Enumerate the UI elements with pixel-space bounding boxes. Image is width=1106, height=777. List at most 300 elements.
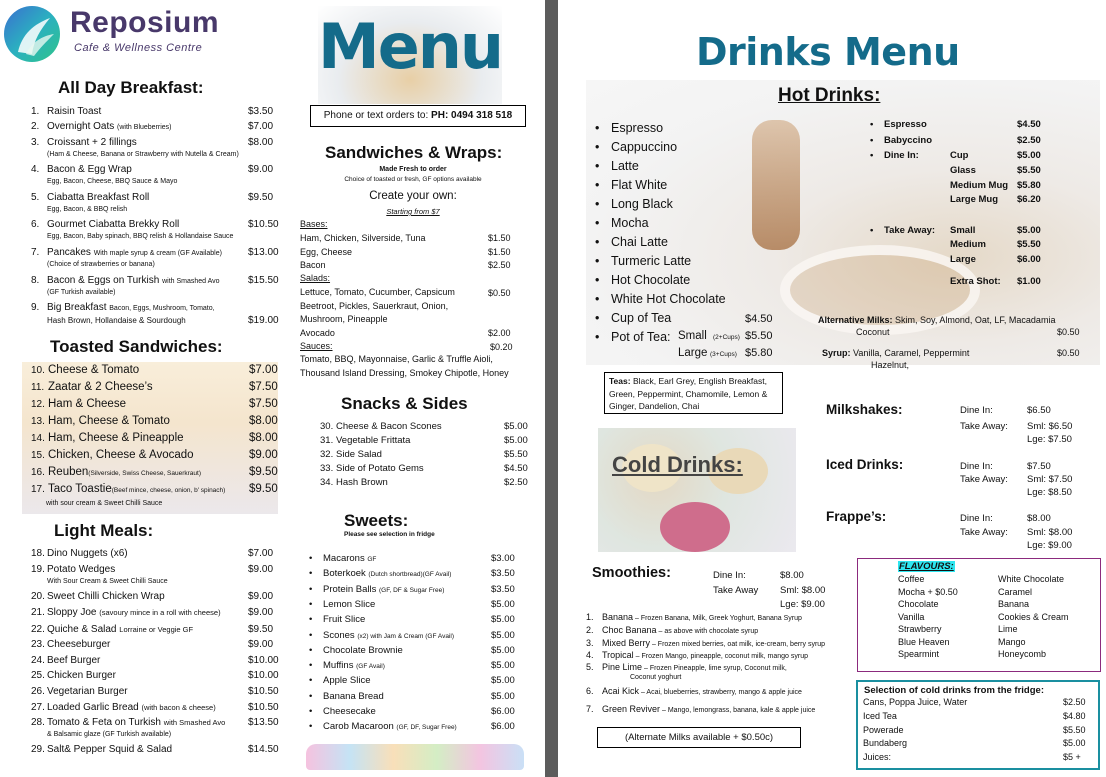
large-price: $6.00 — [1017, 254, 1041, 265]
item-number: 28. — [31, 717, 45, 728]
light-meal-price: $13.50 — [248, 717, 279, 728]
breakfast-price: $8.00 — [248, 137, 274, 148]
smoothies-take-away: Take Away — [713, 585, 759, 596]
light-meal-item — [31, 639, 110, 650]
base-price: $1.50 — [488, 246, 511, 257]
item-name: Quiche & Salad — [47, 624, 117, 635]
item-number: 7. — [586, 704, 594, 714]
babyccino-bullet: • — [870, 135, 874, 146]
sweet-price: $5.00 — [491, 614, 515, 626]
item-note: (GF Avail) — [356, 663, 385, 671]
item-number: 1. — [586, 612, 594, 622]
sweet-item — [323, 660, 385, 671]
flavours-title: FLAVOURS: — [899, 561, 954, 572]
berry-bowl-icon — [660, 502, 730, 552]
hot-drink-item: • Chai Latte — [611, 235, 668, 249]
item-desc: – Frozen mixed berries, oat milk, ice-cream, berry syrup — [650, 641, 826, 648]
hot-drink-item: • Cup of Tea — [611, 311, 671, 325]
alt-milks-line — [818, 315, 1055, 325]
all-day-breakfast-title: All Day Breakfast: — [58, 78, 204, 97]
item-number: 3. — [31, 137, 40, 148]
item-number: 2. — [586, 625, 594, 635]
item-name: Protein Balls — [323, 583, 377, 595]
breakfast-price: $13.00 — [248, 247, 279, 258]
medium-label: Medium — [950, 239, 986, 250]
snack-item — [320, 421, 442, 432]
fridge-item: Bundaberg — [863, 738, 908, 749]
item-sub: Egg, Bacon, & BBQ relish — [47, 206, 128, 213]
base-item: Egg, Cheese — [300, 246, 353, 257]
flavour-item: Mocha + $0.50 — [898, 586, 958, 597]
breakfast-price: $9.50 — [248, 192, 274, 203]
hot-drink-item: • Hot Chocolate — [611, 273, 690, 287]
extra-shot-price: $1.00 — [1017, 276, 1041, 287]
hot-drink-item: • White Hot Chocolate — [611, 292, 726, 306]
alt-milks-label: Alternative Milks: — [818, 315, 893, 325]
light-meal-item — [31, 670, 116, 681]
base-price: $1.50 — [488, 233, 511, 243]
item-name: Loaded Garlic Bread — [47, 702, 139, 713]
item-sub: Egg, Bacon, Baby spinach, BBQ relish & Hollandaise Sauce — [47, 233, 234, 240]
syrup-list: Vanilla, Caramel, Peppermint — [853, 348, 970, 358]
item-number: 24. — [31, 655, 45, 666]
flavour-item: Mango — [998, 636, 1026, 647]
breakfast-item — [31, 302, 215, 313]
sweet-item — [323, 568, 451, 579]
toasted-price: $8.00 — [249, 415, 278, 427]
item-name: Potato Wedges — [47, 564, 116, 575]
iced-sml-label: Sml: — [1027, 474, 1046, 485]
sweet-price: $5.00 — [491, 644, 515, 656]
toasted-item — [31, 398, 126, 410]
item-sub: Egg, Bacon, Cheese, BBQ Sauce & Mayo — [47, 178, 178, 185]
teas-list: Black, Earl Grey, English Breakfast, Green, Peppermint, Chamomile, Lemon & Ginger, Dandelion, Chai — [609, 376, 768, 411]
syrup-price: $0.50 — [1057, 348, 1080, 358]
cup-label: Cup — [950, 150, 969, 161]
pot-small-label: Small — [678, 330, 707, 342]
sweet-price: $3.50 — [491, 568, 515, 580]
sweet-item — [323, 675, 371, 686]
iced-lge-label: Lge: — [1027, 487, 1046, 498]
sandwiches-wraps-title: Sandwiches & Wraps: — [325, 143, 503, 162]
smoothie-item — [586, 612, 802, 622]
iced-dine-in-price: $7.50 — [1027, 461, 1051, 472]
sweet-item — [323, 584, 444, 595]
menu-title: Menu — [318, 10, 503, 83]
item-name: Pine Lime — [602, 662, 643, 672]
toasted-price: $7.50 — [249, 381, 278, 393]
snack-price: $5.00 — [504, 435, 528, 446]
item-note: (GF, DF, Sugar Free) — [396, 724, 457, 732]
medium-mug-label: Medium Mug — [950, 180, 1009, 191]
smoothies-title: Smoothies: — [592, 565, 671, 581]
flavour-item: Banana — [998, 599, 1030, 609]
breakfast-item — [31, 275, 220, 286]
cupcakes-decoration — [306, 744, 524, 770]
large-label: Large — [950, 254, 976, 265]
flavour-item: White Chocolate — [998, 574, 1065, 584]
sweets-title: Sweets: — [344, 511, 409, 530]
toasted-price: $8.00 — [249, 432, 278, 444]
pot-large-note: (3+Cups) — [710, 351, 737, 358]
alt-milks-coconut: Coconut — [856, 327, 890, 337]
item-sub: With Sour Cream & Sweet Chilli Sauce — [47, 578, 168, 585]
item-number: 5. — [31, 192, 40, 203]
sauce-line: Thousand Island Dressing, Smokey Chipotle, Honey — [300, 367, 509, 378]
salad-line: Mushroom, Pineapple — [300, 314, 388, 324]
iced-lge-price: $8.50 — [1048, 487, 1072, 498]
salad-line: Beetroot, Pickles, Sauerkraut, Onion, — [300, 300, 449, 311]
frappe-lge — [1027, 540, 1072, 551]
small-price: $5.00 — [1017, 225, 1041, 236]
hot-drink-item: • Mocha — [611, 216, 649, 230]
item-name: Banana Bread — [323, 690, 384, 702]
smoothies-lge-label: Lge: — [780, 599, 799, 610]
toasted-item — [31, 381, 153, 393]
drinks-menu-title: Drinks Menu — [696, 30, 960, 74]
item-note: with Smashed Avo — [163, 718, 226, 727]
alternate-milks-box: (Alternate Milks available + $0.50c) — [597, 727, 801, 748]
sweet-item — [323, 691, 384, 702]
item-number: 12. — [31, 399, 45, 410]
item-number: 18. — [31, 548, 45, 559]
base-item: Ham, Chicken, Silverside, Tuna — [300, 233, 426, 243]
item-name: Ham, Cheese & Pineapple — [48, 432, 184, 444]
sweet-item — [323, 553, 376, 564]
pine-lime-cont: Coconut yoghurt — [630, 674, 682, 681]
item-name: Muffins — [323, 660, 354, 672]
item-name: Mixed Berry — [602, 638, 651, 648]
milkshakes-lge-label: Lge: — [1027, 434, 1046, 445]
sweet-price: $3.50 — [491, 583, 515, 595]
breakfast-price: $3.50 — [248, 106, 274, 117]
item-name: Reuben — [48, 466, 89, 478]
fridge-price: $5.50 — [1063, 724, 1086, 735]
milkshakes-sml-label: Sml: — [1027, 421, 1046, 432]
smoothie-item — [586, 686, 802, 696]
flavour-item: Coffee — [898, 574, 925, 584]
item-sub: (GF Turkish available) — [47, 289, 116, 296]
smoothie-item — [586, 650, 808, 660]
frappe-title: Frappe’s: — [826, 509, 887, 524]
item-name: Cheeseburger — [47, 639, 111, 650]
light-meal-item — [31, 624, 193, 635]
item-sub: (Ham & Cheese, Banana or Strawberry with Nutella & Cream) — [47, 151, 239, 158]
item-name: Boterkoek — [323, 568, 366, 580]
large-mug-price: $6.20 — [1017, 194, 1041, 205]
teas-box — [604, 372, 783, 414]
item-note: Lorraine or Veggie GF — [119, 625, 194, 634]
flavour-item: Caramel — [998, 586, 1033, 597]
iced-dine-in: Dine In: — [960, 461, 993, 472]
item-number: 33. — [320, 463, 334, 474]
frappe-dine-in-price: $8.00 — [1027, 513, 1051, 524]
smoothies-sml-price: $8.00 — [801, 585, 826, 596]
item-number: 3. — [586, 638, 594, 648]
glass-price: $5.50 — [1017, 165, 1041, 176]
toasted-item — [31, 449, 194, 461]
frappe-take-away: Take Away: — [960, 527, 1008, 538]
fridge-item: Powerade — [863, 724, 904, 735]
light-meal-item — [31, 702, 216, 713]
sweet-price: $5.00 — [491, 690, 515, 702]
phone-order-box — [310, 105, 526, 127]
item-name: Green Reviver — [602, 704, 661, 714]
flavour-item: Cookies & Cream — [998, 611, 1069, 622]
fridge-price: $4.80 — [1063, 710, 1086, 721]
syrup-hazelnut: Hazelnut, — [871, 360, 910, 370]
alt-milks-price: $0.50 — [1057, 327, 1080, 337]
iced-sml — [1027, 474, 1072, 485]
frappe-sml-price: $8.00 — [1048, 527, 1073, 538]
menu-banner — [318, 6, 502, 104]
pot-small-price: $5.50 — [745, 330, 773, 342]
sweet-item — [323, 706, 376, 717]
light-meal-price: $9.00 — [248, 591, 274, 602]
sweet-price: $5.00 — [491, 629, 515, 641]
sweet-item — [323, 599, 375, 610]
light-meal-price: $9.00 — [248, 639, 274, 650]
take-away-label: Take Away: — [884, 225, 936, 236]
light-meal-price: $10.50 — [248, 702, 279, 713]
flavour-item: Blue Heaven — [898, 636, 950, 647]
flavour-item: Lime — [998, 624, 1018, 634]
cup-price: $5.00 — [1017, 150, 1041, 161]
reposium-logo-icon — [4, 6, 60, 62]
babyccino-price: $2.50 — [1017, 135, 1041, 146]
item-number: 22. — [31, 624, 45, 635]
light-meal-item — [31, 564, 115, 575]
pot-large-price: $5.80 — [745, 347, 773, 359]
item-sub: & Balsamic glaze (GF Turkish available) — [47, 731, 172, 738]
item-number: 1. — [31, 106, 40, 117]
avocado-price: $2.00 — [488, 328, 511, 338]
item-number: 25. — [31, 670, 45, 681]
sauces-price: $0.20 — [490, 342, 513, 352]
frappe-lge-price: $9.00 — [1048, 540, 1072, 551]
smoothies-sml-label: Sml: — [780, 585, 799, 596]
iced-sml-price: $7.50 — [1048, 474, 1073, 485]
item-number: 4. — [31, 164, 40, 175]
breakfast-item — [31, 219, 179, 230]
item-number: 30. — [320, 421, 334, 432]
item-name: Cheese & Tomato — [48, 364, 140, 376]
flavour-item: Honeycomb — [998, 649, 1047, 659]
item-number: 31. — [320, 435, 334, 446]
breakfast-item — [31, 164, 132, 175]
item-name: Pancakes — [47, 247, 91, 258]
item-number: 27. — [31, 702, 45, 713]
sweets-note: Please see selection in fridge — [344, 531, 435, 538]
fridge-item: Juices: — [863, 752, 892, 763]
smoothies-lge-price: $9.00 — [801, 599, 825, 610]
taco-toastie-sub: with sour cream & Sweet Chilli Sauce — [46, 500, 163, 507]
item-number: 29. — [31, 744, 45, 755]
milkshakes-lge-price: $7.50 — [1048, 434, 1072, 445]
light-meal-price: $7.00 — [248, 548, 274, 559]
item-note: (Beef mince, cheese, onion, b' spinach) — [111, 487, 226, 494]
breakfast-price: $19.00 — [248, 315, 279, 326]
brand-name: Reposium — [70, 6, 220, 39]
light-meal-item — [31, 607, 221, 618]
light-meal-item — [31, 744, 172, 755]
item-name: Sloppy Joe — [47, 607, 97, 618]
item-name: Vegetable Frittata — [336, 435, 411, 446]
item-desc: – as above with chocolate syrup — [656, 628, 759, 635]
fridge-title: Selection of cold drinks from the fridge: — [864, 685, 1044, 696]
item-number: 13. — [31, 416, 45, 427]
milkshakes-sml — [1027, 421, 1072, 432]
toasted-sandwiches-title: Toasted Sandwiches: — [50, 337, 223, 356]
item-name: Dino Nuggets (x6) — [47, 548, 128, 559]
smoothies-dine-in: Dine In: — [713, 570, 746, 581]
milkshakes-dine-in: Dine In: — [960, 405, 993, 416]
toasted-price: $7.50 — [249, 398, 278, 410]
sweet-price: $5.00 — [491, 675, 515, 687]
item-number: 4. — [586, 650, 594, 660]
item-name: Cheesecake — [323, 706, 376, 717]
snack-item — [320, 477, 388, 488]
hot-drink-item: • Turmeric Latte — [611, 254, 691, 268]
espresso-price-bullet: • — [870, 119, 874, 130]
fridge-price: $2.50 — [1063, 697, 1086, 707]
toasted-item — [31, 364, 139, 376]
extra-shot-label: Extra Shot: — [950, 276, 1001, 287]
pot-large-label: Large — [678, 347, 708, 359]
smoothie-item — [586, 638, 825, 648]
item-number: 32. — [320, 449, 334, 460]
item-note: (Silverside, Swiss Cheese, Sauerkraut) — [88, 470, 202, 477]
item-number: 20. — [31, 591, 45, 602]
breakfast-price: $10.50 — [248, 219, 279, 230]
base-item: Bacon — [300, 260, 326, 270]
light-meal-price: $10.00 — [248, 655, 279, 666]
light-meal-item — [31, 655, 100, 666]
item-number: 34. — [320, 477, 334, 488]
flavour-item: Chocolate — [898, 599, 939, 609]
item-name: Salt& Pepper Squid & Salad — [47, 744, 173, 755]
light-meal-item — [31, 717, 225, 728]
item-name: Vegetarian Burger — [47, 686, 128, 697]
sweet-price: $5.00 — [491, 598, 515, 610]
item-name: Acai Kick — [602, 686, 640, 696]
smoothie-item — [586, 662, 787, 672]
sweet-price: $5.00 — [491, 660, 515, 672]
item-name: Ham, Cheese & Tomato — [48, 415, 170, 427]
light-meal-item — [31, 548, 128, 559]
item-number: 23. — [31, 639, 45, 650]
iced-lge — [1027, 487, 1072, 498]
item-number: 6. — [586, 686, 594, 696]
item-desc: – Frozen Mango, pineapple, coconut milk, mango syrup — [633, 653, 809, 660]
item-note: GF — [367, 556, 377, 563]
item-note: With maple syrup & cream (GF Available) — [93, 250, 222, 257]
item-name: Banana — [602, 612, 634, 622]
toasted-price: $7.00 — [249, 364, 278, 376]
sweet-price: $3.00 — [491, 553, 515, 564]
sauces-label: Sauces: — [300, 341, 333, 351]
brand-tagline: Cafe & Wellness Centre — [74, 42, 203, 54]
item-name: Carob Macaroon — [323, 721, 394, 733]
smoothies-lge — [780, 599, 825, 610]
item-name: Apple Slice — [323, 675, 371, 687]
smoothie-item — [586, 625, 758, 635]
hot-drink-item: • Espresso — [611, 121, 663, 135]
hot-drink-item: • Flat White — [611, 178, 667, 192]
item-name: Cheese & Bacon Scones — [336, 421, 442, 432]
sauce-line: Tomato, BBQ, Mayonnaise, Garlic & Truffle Aioli, — [300, 354, 493, 364]
smoothies-dine-in-price: $8.00 — [780, 570, 804, 581]
item-number: 19. — [31, 564, 45, 575]
item-desc: – Frozen Banana, Milk, Greek Yoghurt, Banana Syrup — [633, 615, 802, 622]
milkshakes-sml-price: $6.50 — [1048, 421, 1073, 432]
snack-item — [320, 435, 410, 446]
flavour-item: Vanilla — [898, 611, 925, 622]
item-desc: – Frozen Pineapple, lime syrup, Coconut milk, — [642, 665, 787, 672]
hot-drink-item: • Latte — [611, 159, 639, 173]
frappe-sml-label: Sml: — [1027, 527, 1046, 538]
item-name: Tropical — [602, 650, 634, 660]
milkshakes-dine-in-price: $6.50 — [1027, 405, 1051, 416]
phone-number: PH: 0494 318 518 — [431, 110, 513, 121]
item-name: Choc Banana — [602, 625, 657, 635]
item-name: Sweet Chilli Chicken Wrap — [47, 591, 165, 602]
milkshakes-take-away: Take Away: — [960, 421, 1008, 432]
cold-drinks-image — [598, 428, 796, 552]
medium-price: $5.50 — [1017, 239, 1041, 250]
flavour-item: Strawberry — [898, 624, 942, 634]
item-name: Ciabatta Breakfast Roll — [47, 192, 150, 203]
item-number: 26. — [31, 686, 45, 697]
snack-price: $4.50 — [504, 463, 528, 474]
milkshakes-lge — [1027, 434, 1072, 445]
item-name: Ham & Cheese — [48, 398, 126, 410]
made-fresh-note: Made Fresh to order — [379, 166, 447, 173]
teas-label: Teas: — [609, 376, 631, 386]
snack-item — [320, 449, 382, 460]
starting-from: Starting from $7 — [386, 207, 440, 216]
espresso-label: Espresso — [884, 119, 927, 130]
toasted-item — [31, 483, 225, 495]
item-number: 2. — [31, 121, 40, 132]
item-number: 11. — [31, 382, 45, 393]
light-meal-item — [31, 591, 165, 602]
item-note: (GF, DF & Sugar Free) — [378, 586, 445, 594]
toasted-item — [31, 466, 201, 478]
item-number: 6. — [31, 219, 40, 230]
item-name: Lemon Slice — [323, 598, 376, 610]
item-name: Side of Potato Gems — [336, 463, 424, 474]
glass-label: Glass — [950, 165, 976, 176]
choice-note: Choice of toasted or fresh, GF options available — [344, 176, 482, 183]
item-name: Croissant + 2 fillings — [47, 137, 137, 148]
item-number: 5. — [586, 662, 594, 672]
item-name: Zaatar & 2 Cheese’s — [48, 381, 153, 393]
item-name: Side Salad — [336, 449, 382, 460]
frappe-sml — [1027, 527, 1072, 538]
toasted-item — [31, 432, 184, 444]
syrup-label: Syrup: — [822, 348, 851, 358]
sweet-item — [323, 614, 365, 625]
snack-price: $5.50 — [504, 449, 528, 460]
bases-label: Bases: — [300, 219, 328, 229]
salads-label: Salads: — [300, 273, 331, 283]
breakfast-item — [31, 121, 172, 132]
large-mug-label: Large Mug — [950, 194, 999, 205]
light-meal-item — [31, 686, 128, 697]
iced-drinks-title: Iced Drinks: — [826, 457, 904, 472]
light-meal-price: $10.00 — [248, 670, 279, 681]
